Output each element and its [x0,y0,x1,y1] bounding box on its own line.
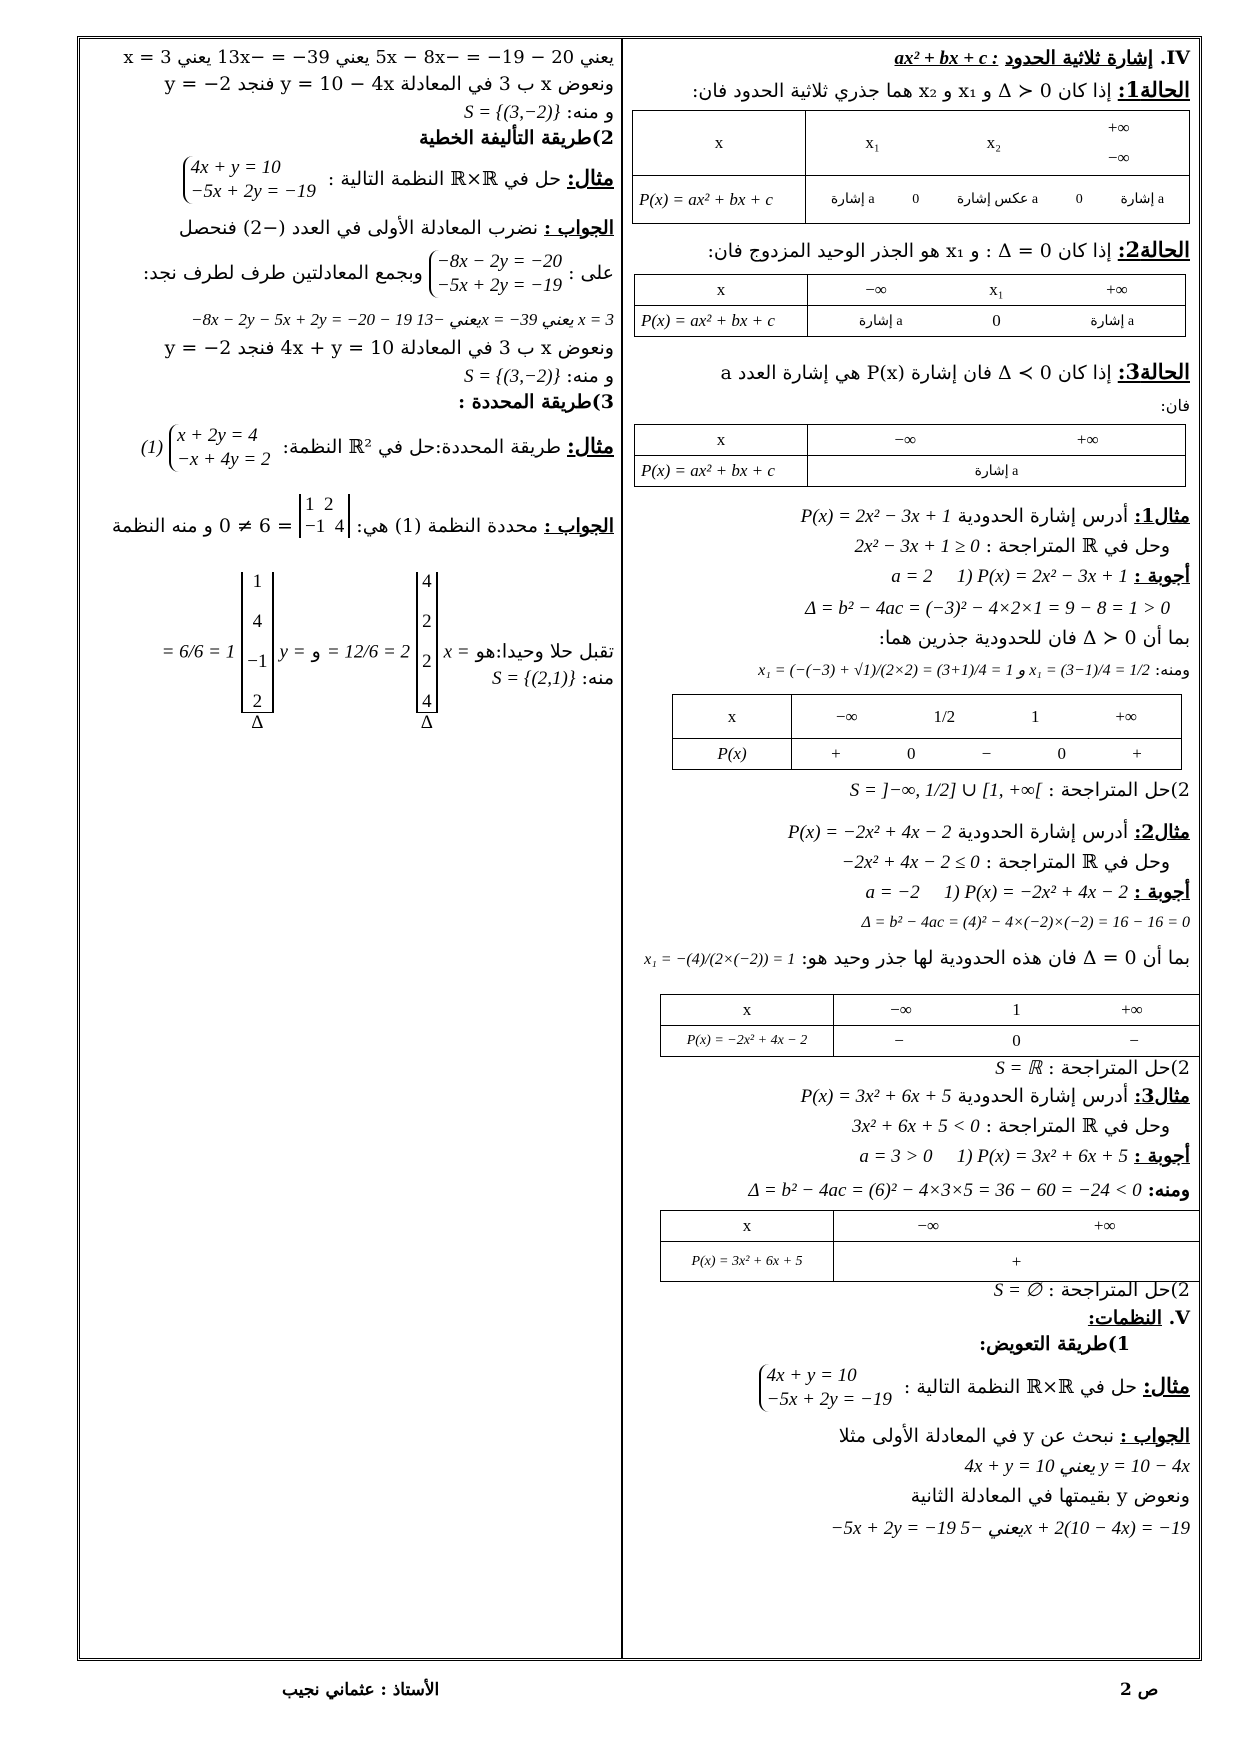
sign-table-ex3: x −∞ +∞ P(x) = 3x² + 6x + 5 + [660,1210,1200,1282]
table-row-values: x₁ x₂ +∞ −∞ [806,111,1190,176]
ex1-roots: ومنه: x₁ = (−(−3) + √1)/(2×2) = (3+1)/4 = 1 و x₁ = (3−1)/4 = 1/2 [758,660,1190,679]
table-header-x: x [633,111,806,176]
sign-table-case3: x −∞ +∞ P(x) = ax² + bx + c إشارة a [634,424,1186,487]
method2-line2: على : −8x − 2y = −20 −5x + 2y = −19 وبجمع المعادلتين طرف لطرف نجد: [142,251,614,296]
method2-line4: ونعوض x ب 3 في المعادلة 4x + y = 10 فنجد y = −2 [164,337,614,359]
ex1-solution: 2)حل المتراجحة : S = ]−∞, 1/2] ∪ [1, +∞[ [849,779,1190,801]
sign-table-ex1: x −∞ 1/2 1 +∞ P(x) + 0 − 0 + [672,694,1182,770]
case3-text2: فان: [1160,396,1190,415]
system-brace: 4x + y = 10 −5x + 2y = −19 [759,1364,892,1412]
method3-result: منه: S = {(2,1)} [492,667,614,689]
ex2-delta: Δ = b² − 4ac = (4)² − 4×(−2)×(−2) = 16 − 16 = 0 [861,914,1190,931]
method3-answer: الجواب : محددة النظمة (1) هي: 1 2 −1 4 = 6 ≠ 0 و منه النظمة [111,494,614,537]
determinant-delta: 1 2 −1 4 [299,494,350,538]
ex1-line2: وحل في ℝ المتراجحة : 2x² − 3x + 1 ≥ 0 [854,535,1170,557]
ex2-solution: 2)حل المتراجحة : S = ℝ [995,1057,1190,1079]
method2-line3: −8x − 2y − 5x + 2y = −20 − 19 يعني −13x = −39 يعني x = 3 [191,310,614,329]
method2-line5: و منه: S = {(3,−2)} [463,365,614,387]
method3-solution: تقبل حلا وحيدا:هو x = 4 2 2 4 Δ = 12/6 = 2 و y = 1 4 −1 2 Δ = 6/6 = 1 [161,571,614,733]
sign-cell: + [1132,744,1142,763]
method3-example: مثال: طريقة المحددة:حل في ℝ² النظمة: x + 2y = 4 −x + 4y = 2 (1) [140,425,614,470]
method1-line4: −5x + 2y = −19 يعني −5x + 2(10 − 4x) = −19 [830,1518,1190,1539]
ex2-line1: مثال2: أدرس إشارة الحدودية P(x) = −2x² + 4x − 2 [787,821,1190,843]
section-v-heading: V. النظمات: [1087,1307,1190,1329]
case3-text: الحالة3: إذا كان Δ ≺ 0 فان إشارة P(x) هي إشارة العدد a [720,359,1190,384]
left-line3: و منه: S = {(3,−2)} [463,101,614,123]
ex1-delta: Δ = b² − 4ac = (−3)² − 4×2×1 = 9 − 8 = 1 > 0 [805,598,1170,619]
left-line2: ونعوض x ب 3 في المعادلة y = 10 − 4x فنجد y = −2 [164,73,614,95]
sign-table-case1: x x₁ x₂ +∞ −∞ P(x) = ax² + bx + c إشارة a 0 عكس إشارة a 0 إشارة a [632,110,1190,224]
method3-title: 3)طريقة المحددة : [458,391,614,413]
ex2-line2: وحل في ℝ المتراجحة : −2x² + 4x − 2 ≤ 0 [841,851,1170,873]
sign-cell: − [1129,1031,1139,1050]
method2-title: 2)طريقة التأليفة الخطية [419,127,614,149]
ex1-line1: مثال1: أدرس إشارة الحدودية P(x) = 2x² − 3x + 1 [800,505,1190,527]
sign-cell: − [981,744,992,763]
sign-table-case2: x −∞ x₁ +∞ P(x) = ax² + bx + c إشارة a 0 إشارة a [634,274,1186,337]
method1-line2: 4x + y = 10 يعني y = 10 − 4x [964,1456,1190,1477]
fraction-x: 4 2 2 4 Δ [416,572,438,733]
author-name: الأستاذ : عثماني نجيب [282,1680,440,1700]
left-column [86,44,614,1656]
fraction-y: 1 4 −1 2 Δ [241,572,273,733]
ex1-sign-row [798,744,1175,764]
sign-cell: 0 [906,744,916,763]
ex2-line3: بما أن Δ = 0 فان هذه الحدودية لها جذر وحيد هو: x₁ = −(4)/(2×(−2)) = 1 [644,947,1190,969]
method1-example: مثال: حل في ℝ×ℝ النظمة التالية : 4x + y = 10 −5x + 2y = −19 [628,1364,1190,1412]
page-number: ص 2 [1120,1680,1159,1700]
sign-cell: + [831,744,841,763]
sign-cell: 0 [1012,1031,1021,1050]
section-iv-heading: IV. إشارة ثلاثية الحدود ax² + bx + c : [894,47,1190,69]
case2-text: الحالة2: إذا كان Δ = 0 : و x₁ هو الجذر الوحيد المزدوج فان: [707,237,1190,262]
ex3-line2: وحل في ℝ المتراجحة : 3x² + 6x + 5 < 0 [852,1115,1170,1137]
table-row-signs: إشارة a 0 عكس إشارة a 0 إشارة a [806,176,1190,224]
sign-table-ex2: x −∞ 1 +∞ P(x) = −2x² + 4x − 2 − 0 − [660,994,1200,1057]
ex3-line1: مثال3: أدرس إشارة الحدودية P(x) = 3x² + 6x + 5 [800,1085,1190,1107]
ex1-line3: بما أن Δ ≻ 0 فان للحدودية جذرين هما: [878,627,1190,649]
method1-answer: الجواب : نبحث عن y في المعادلة الأولى مثلا [838,1425,1190,1447]
sign-cell: − [894,1031,904,1050]
case1-text: الحالة1: إذا كان Δ ≻ 0 و x₁ و x₂ هما جذري ثلاثية الحدود فان: [692,77,1190,102]
method1-title: 1)طريقة التعويض: [979,1333,1130,1355]
ex2-answer: أجوبة : 1) P(x) = −2x² + 4x − 2 a = −2 [865,881,1190,903]
method2-example: مثال: حل في ℝ×ℝ النظمة التالية : 4x + y = 10 −5x + 2y = −19 [86,156,614,204]
ex3-answer: أجوبة : 1) P(x) = 3x² + 6x + 5 a = 3 > 0 [859,1145,1190,1167]
method1-line3: ونعوض y بقيمتها في المعادلة الثانية [910,1485,1190,1507]
ex2-sign-row [840,1031,1193,1051]
ex1-answer: أجوبة : 1) P(x) = 2x² − 3x + 1 a = 2 [891,565,1190,587]
method2-answer: الجواب : نضرب المعادلة الأولى في العدد (−2) فنحصل [178,217,614,239]
ex3-delta: ومنه: Δ = b² − 4ac = (6)² − 4×3×5 = 36 − 60 = −24 < 0 [748,1179,1190,1201]
column-divider [621,38,623,1659]
right-column [628,44,1190,1656]
left-line1: يعني 20 − 19− = −5x − 8x يعني 39− = −13x يعني x = 3 [123,47,614,68]
ex3-solution: 2)حل المتراجحة : S = ∅ [993,1279,1190,1301]
sign-cell: 0 [1057,744,1066,763]
